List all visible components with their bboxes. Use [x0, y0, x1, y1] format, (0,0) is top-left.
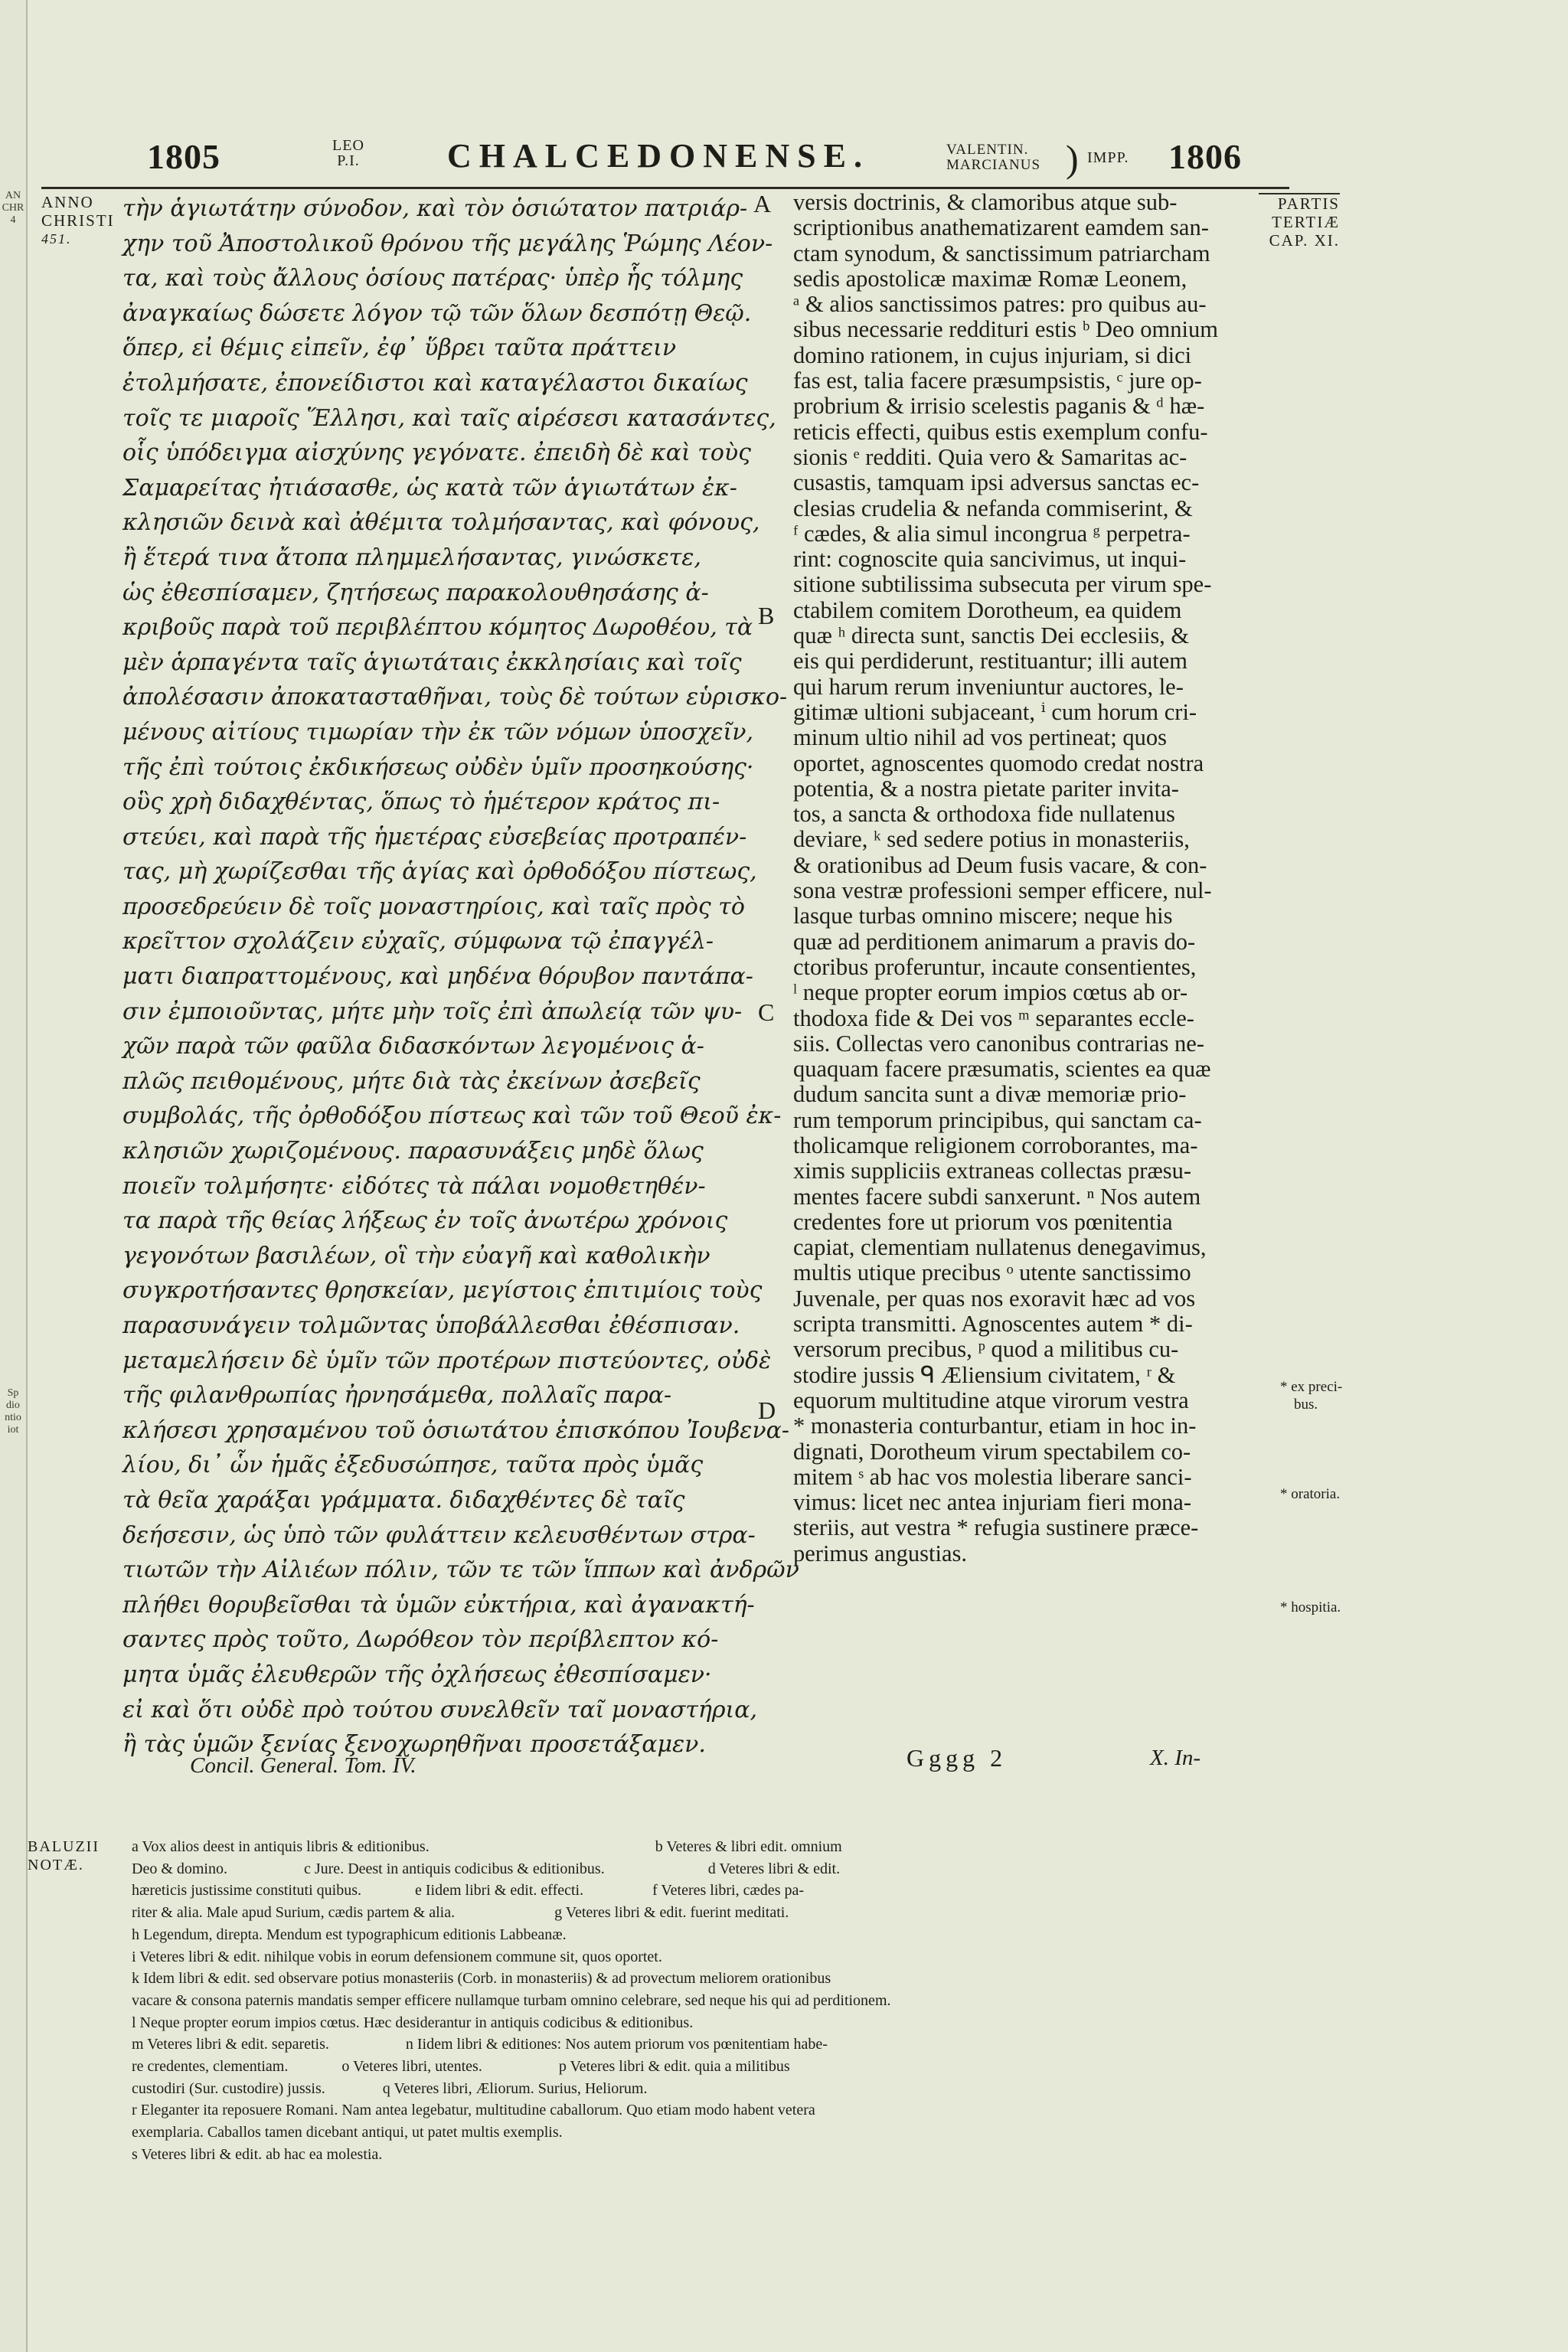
greek-line: τιωτῶν τὴν Αἰλιέων πόλιν, τῶν τε τῶν ἵππων καὶ ἀνδρῶν	[122, 1557, 799, 1584]
latin-line: quæ ʰ directa sunt, sanctis Dei ecclesiis, &	[793, 622, 1190, 649]
latin-line: deviare, ᵏ sed sedere potius in monasteriis,	[793, 826, 1190, 853]
note-line: re credentes, clementiam. o Veteres libri, utentes. p Veteres libri & edit. quia a militibus	[132, 2058, 790, 2076]
greek-line: τῆς φιλανθρωπίας ἠρνησάμεθα, πολλαῖς παρα-	[122, 1382, 672, 1410]
notes-label-line: NOTÆ.	[28, 1857, 84, 1873]
section-marker-d: D	[758, 1396, 776, 1424]
greek-line: κλησιῶν χωριζομένους. παρασυνάξεις μηδὲ ὅλως	[122, 1138, 704, 1165]
note-line: m Veteres libri & edit. separetis. n Iidem libri & editiones: Nos autem priorum vos pœnitentiam habe-	[132, 2036, 828, 2053]
latin-line: vimus: licet nec antea injuriam fieri mona-	[793, 1489, 1192, 1516]
latin-line: cusastis, tamquam ipsi adversus sanctas ec-	[793, 469, 1200, 496]
binding-gutter	[0, 0, 28, 2352]
section-marker-a: A	[753, 190, 772, 217]
margin-note-oratoria: * oratoria.	[1280, 1486, 1341, 1502]
latin-line: ctabilem comitem Dorotheum, ea quidem	[793, 596, 1182, 623]
greek-line: τὴν ἁγιωτάτην σύνοδον, καὶ τὸν ὁσιώτατον πατριάρ-	[122, 195, 748, 222]
latin-line: steriis, aut vestra * refugia sustinere præce-	[793, 1514, 1199, 1541]
latin-line: oportet, agnoscentes quomodo credat nostra	[793, 750, 1204, 776]
note-line: i Veteres libri & edit. nihilque vobis in eorum defensionem commune sit, quos oportet.	[132, 1948, 662, 1965]
greek-line: κλησιῶν δεινὰ καὶ ἀθέμιτα τολμήσαντας, καὶ φόνους,	[122, 509, 760, 537]
superscript-line: VALENTIN.	[946, 142, 1029, 158]
latin-line: clesias crudelia & nefanda commiserint, &	[793, 495, 1193, 521]
greek-line: παρασυνάγειν τολμῶντας ὑποβάλλεσθαι ἐθέσπισαν.	[122, 1312, 740, 1339]
gutter-line: AN	[5, 190, 21, 201]
latin-line: domino rationem, in cujus injuriam, si dici	[793, 341, 1192, 368]
greek-line: συμβολάς, τῆς ὀρθοδόξου πίστεως καὶ τῶν τοῦ Θεοῦ ἐκ-	[122, 1102, 782, 1130]
latin-line: rint: cognoscite quia sancivimus, ut inqui-	[793, 546, 1187, 573]
latin-line: mitem ˢ ab hac vos molestia liberare sanci-	[793, 1463, 1192, 1490]
note-line: Deo & domino. c Jure. Deest in antiquis codicibus & editionibus. d Veteres libri & edit.	[132, 1860, 841, 1877]
gutter-line: Sp	[7, 1387, 19, 1399]
margin-note-line: * ex preci-	[1280, 1379, 1343, 1395]
superscript-line: LEO	[332, 137, 364, 154]
margin-line: CHRISTI	[41, 211, 115, 230]
latin-line: sibus necessarie reddituri estis ᵇ Deo omnium	[793, 316, 1218, 343]
latin-line: fas est, talia facere præsumpsistis, ᶜ jure op-	[793, 368, 1202, 394]
gutter-line: dio	[6, 1400, 20, 1411]
margin-note-hospitia: * hospitia.	[1280, 1599, 1341, 1615]
margin-line: 451.	[41, 231, 72, 247]
superscript-line: MARCIANUS	[946, 157, 1041, 173]
catchword: X. In-	[1150, 1746, 1201, 1770]
greek-line: μητα ὑμᾶς ἐλευθερῶν τῆς ὀχλήσεως ἐθεσπίσαμεν·	[122, 1661, 712, 1688]
margin-line: ANNO	[41, 193, 94, 211]
greek-line: ματι διαπραττομένους, καὶ μηδένα θόρυβον παντάπα-	[122, 963, 753, 991]
margin-line: CAP. XI.	[1269, 231, 1340, 250]
greek-line: τα, καὶ τοὺς ἄλλους ὁσίους πατέρας· ὑπὲρ ἧς τόλμης	[122, 265, 743, 292]
margin-note-preces	[1280, 1378, 1342, 1413]
greek-line: ἀναγκαίως δώσετε λόγον τῷ τῶν ὅλων δεσπότῃ Θεῷ.	[122, 299, 752, 327]
greek-line: χην τοῦ Ἀποστολικοῦ θρόνου τῆς μεγάλης Ῥώμης Λέον-	[122, 230, 773, 257]
greek-line: σιν ἐμποιοῦντας, μήτε μὴν τοῖς ἐπὶ ἀπωλείᾳ τῶν ψυ-	[122, 998, 743, 1025]
note-line: vacare & consona paternis mandatis semper efficere nullamque turbam omnino celebrare, sed neque his qui ad perditionem.	[132, 1991, 891, 2009]
greek-line: οὓς χρὴ διδαχθέντας, ὅπως τὸ ἡμέτερον κράτος πι-	[122, 789, 720, 816]
gutter-line: ntio	[5, 1412, 21, 1423]
latin-line: perimus angustias.	[793, 1540, 968, 1566]
greek-line: τα παρὰ τῆς θείας λήξεως ἐν τοῖς ἀνωτέρω χρόνοις	[122, 1207, 728, 1235]
latin-line: versis doctrinis, & clamoribus atque sub-	[793, 189, 1178, 215]
latin-line: equorum multitudine atque virorum vestra	[793, 1387, 1189, 1413]
latin-line: eis qui perdiderunt, restituantur; illi autem	[793, 648, 1187, 675]
section-marker-b: B	[758, 602, 775, 629]
greek-line: ποιεῖν τολμήσητε· εἰδότες τὰ πάλαι νομοθετηθέν-	[122, 1172, 706, 1200]
latin-line: lasque turbas omnino miscere; neque his	[793, 903, 1173, 929]
book-page	[28, 0, 1568, 2352]
latin-line: & orationibus ad Deum fusis vacare, & con-	[793, 851, 1207, 878]
latin-text	[793, 190, 1283, 1566]
footer-volume: Concil. General. Tom. IV.	[190, 1753, 416, 1778]
margin-note-line: bus.	[1294, 1396, 1318, 1413]
latin-line: sona vestræ professioni semper efficere, nul-	[793, 877, 1212, 904]
greek-line: στεύει, καὶ παρὰ τῆς ἡμετέρας εὐσεβείας προτραπέν-	[122, 823, 747, 851]
gutter-mid-text	[0, 1387, 26, 1436]
gutter-line: iot	[7, 1424, 19, 1436]
latin-line: potentia, & a nostra pietate pariter invita-	[793, 775, 1179, 802]
latin-line: sionis ᵉ redditi. Quia vero & Samaritas ac-	[793, 443, 1187, 470]
note-line: custodiri (Sur. custodire) jussis. q Veteres libri, Æliorum. Surius, Heliorum.	[132, 2079, 648, 2097]
note-line: a Vox alios deest in antiquis libris & editionibus. b Veteres & libri edit. omnium	[132, 1838, 842, 1855]
notes-text	[132, 1836, 1280, 2166]
greek-line: δεήσεσιν, ὡς ὑπὸ τῶν φυλάττειν κελευσθέντων στρα-	[122, 1521, 756, 1549]
greek-line: ὅπερ, εἰ θέμις εἰπεῖν, ἐφ᾽ ὕβρει ταῦτα πράττειν	[122, 335, 677, 362]
greek-line: ὡς ἐθεσπίσαμεν, ζητήσεως παρακολουθησάσης ἀ-	[122, 579, 709, 606]
right-page-number: 1806	[1168, 137, 1242, 176]
baluze-notes	[132, 1836, 1280, 2166]
latin-line: ᶠ cædes, & alia simul incongrua ᵍ perpetra-	[793, 520, 1191, 547]
latin-line: probrium & irrisio scelestis paganis & ᵈ hæ-	[793, 393, 1205, 420]
note-line: riter & alia. Male apud Surium, cædis partem & alia. g Veteres libri & edit. fuerint meditati.	[132, 1904, 789, 1922]
latin-line: ˡ neque propter eorum impios cœtus ab or-	[793, 979, 1188, 1006]
margin-line: TERTIÆ	[1272, 213, 1340, 231]
note-line: l Neque propter eorum impios cœtus. Hæc desiderantur in antiquis codicibus & editionibus.	[132, 2014, 694, 2031]
latin-line: Juvenale, per quas nos exoravit hæc ad vos	[793, 1285, 1196, 1312]
note-line: s Veteres libri & edit. ab hac ea molestia.	[132, 2145, 383, 2163]
latin-line: versorum precibus, ᵖ quod a militibus cu-	[793, 1336, 1179, 1363]
latin-line: dudum sancita sunt a divæ memoriæ prio-	[793, 1081, 1187, 1108]
left-margin-date	[41, 193, 115, 248]
latin-line: minum ultio nihil ad vos pertineat; quos	[793, 724, 1167, 751]
greek-line: τὰ θεῖα χαράξαι γράμματα. διδαχθέντες δὲ ταῖς	[122, 1486, 685, 1514]
greek-line: τας, μὴ χωρίζεσθαι τῆς ἁγίας καὶ ὀρθοδόξου πίστεως,	[122, 858, 757, 886]
latin-line: stodire jussis ᑫ Æliensium civitatem, ʳ &	[793, 1361, 1176, 1388]
section-marker-c: C	[758, 998, 775, 1026]
greek-line: πλήθει θορυβεῖσθαι τὰ ὑμῶν εὐκτήρια, καὶ ἀγανακτή-	[122, 1591, 755, 1619]
latin-line: thodoxa fide & Dei vos ᵐ separantes eccle-	[793, 1004, 1194, 1031]
latin-line: tos, a sancta & orthodoxa fide nullatenus	[793, 801, 1175, 828]
latin-column	[793, 190, 1283, 1566]
greek-line: κλήσεσι χρησαμένου τοῦ ὁσιωτάτου ἐπισκόπου Ἰουβενα-	[122, 1416, 790, 1444]
note-line: k Idem libri & edit. sed observare potius monasteriis (Corb. in monasteriis) & ad provectum meliorem orationibus	[132, 1970, 831, 1988]
greek-line: οἷς ὑπόδειγμα αἰσχύνης γεγόνατε. ἐπειδὴ δὲ καὶ τοὺς	[122, 439, 751, 467]
greek-line: τῆς ἐπὶ τούτοις ἐκδικήσεως οὐδὲν ὑμῖν προσηκούσης·	[122, 753, 754, 781]
gutter-line: CHR	[2, 202, 24, 214]
greek-line: πλῶς πειθομένους, μήτε διὰ τὰς ἐκείνων ἀσεβεῖς	[122, 1067, 701, 1095]
greek-line: κρεῖττον σχολάζειν εὐχαῖς, σύμφωνα τῷ ἐπαγγέλ-	[122, 928, 714, 956]
latin-line: quæ ad perditionem animarum a pravis do-	[793, 928, 1196, 955]
latin-line: quaquam facere præsumatis, scientes ea quæ	[793, 1056, 1211, 1083]
greek-line: ἀπολέσασιν ἀποκατασταθῆναι, τοὺς δὲ τούτων εὑρισκο-	[122, 684, 788, 711]
latin-line: * monasteria conturbantur, etiam in hoc in-	[793, 1413, 1197, 1439]
gutter-line: 4	[10, 214, 16, 226]
brace-icon: )	[1066, 137, 1079, 180]
greek-line: ἢ τὰς ὑμῶν ξενίας ξενοχωρηθῆναι προσετάξαμεν.	[122, 1731, 706, 1759]
greek-line: συγκροτήσαντες θρησκείαν, μεγίστοις ἐπιτιμίοις τοὺς	[122, 1277, 763, 1305]
superscript-line: P.I.	[337, 152, 360, 169]
right-header-superscript	[946, 142, 1040, 173]
greek-line: λίου, δι᾽ ὧν ἡμᾶς ἐξεδυσώπησε, ταῦτα πρὸς ὑμᾶς	[122, 1452, 704, 1479]
greek-line: εἰ καὶ ὅτι οὐδὲ πρὸ τούτου συνελθεῖν ταῖ μοναστήρια,	[122, 1696, 758, 1723]
notes-label-line: BALUZII	[28, 1838, 100, 1855]
latin-line: credentes fore ut priorum vos pœnitentia	[793, 1208, 1173, 1235]
latin-line: gitimæ ultioni subjaceant, ⁱ cum horum cri-	[793, 698, 1197, 725]
latin-line: ctoribus proferuntur, incaute consentientes,	[793, 953, 1197, 980]
gutter-top-text	[0, 190, 26, 227]
latin-line: multis utique precibus ᵒ utente sanctissimo	[793, 1259, 1191, 1286]
greek-line: ἢ ἕτερά τινα ἄτοπα πλημμελήσαντας, γινώσκετε,	[122, 544, 701, 571]
greek-line: ἐτολμήσατε, ἐπονείδιστοι καὶ καταγέλαστοι δικαίως	[122, 369, 748, 397]
latin-line: reticis effecti, quibus estis exemplum confu-	[793, 418, 1208, 445]
latin-line: siis. Collectas vero canonibus contrarias ne-	[793, 1030, 1204, 1057]
signature-mark: Gggg 2	[906, 1744, 1008, 1772]
impp-label: IMPP.	[1087, 149, 1129, 166]
greek-line: μένους αἰτίους τιμωρίαν τὴν ἐκ τῶν νόμων ὑποσχεῖν,	[122, 718, 754, 746]
greek-line: σαντες πρὸς τοῦτο, Δωρόθεον τὸν περίβλεπτον κό-	[122, 1626, 719, 1654]
latin-line: capiat, clementiam nullatenus denegavimus,	[793, 1234, 1207, 1261]
latin-line: scriptionibus anathematizarent eamdem san-	[793, 214, 1209, 241]
latin-line: dignati, Dorotheum virum spectabilem co-	[793, 1438, 1191, 1465]
latin-line: tholicamque religionem corroborantes, ma-	[793, 1132, 1198, 1158]
latin-line: mentes facere subdi sanxerunt. ⁿ Nos autem	[793, 1183, 1201, 1210]
latin-line: scripta transmitti. Agnoscentes autem * di-	[793, 1311, 1193, 1338]
margin-line: PARTIS	[1259, 193, 1340, 213]
latin-line: ximis suppliciis extraneas collectas præsu-	[793, 1158, 1192, 1184]
latin-line: rum temporum principibus, qui sanctam ca-	[793, 1106, 1202, 1133]
note-line: hæreticis justissime constituti quibus. e Iidem libri & edit. effecti. f Veteres libri, cædes pa-	[132, 1882, 805, 1900]
latin-line: sitione subtilissima subsecuta per virum spe-	[793, 571, 1212, 598]
latin-line: qui harum rerum inveniuntur auctores, le-	[793, 673, 1184, 700]
latin-line: ctam synodum, & sanctissimum patriarcham	[793, 240, 1210, 266]
left-page-number: 1805	[147, 137, 220, 176]
greek-line: προσεδρεύειν δὲ τοῖς μοναστηρίοις, καὶ ταῖς πρὸς τὸ	[122, 893, 745, 920]
greek-line: χῶν παρὰ τῶν φαῦλα διδασκόντων λεγομένοις ἁ-	[122, 1033, 704, 1060]
left-header-superscript	[322, 138, 375, 168]
note-line: r Eleganter ita reposuere Romani. Nam antea legebatur, multitudine caballorum. Quo etiam modo habent vetera	[132, 2102, 815, 2119]
greek-line: μὲν ἁρπαγέντα ταῖς ἁγιωτάταις ἐκκλησίαις καὶ τοῖς	[122, 648, 742, 676]
greek-text	[122, 191, 799, 1762]
running-title: CHALCEDONENSE.	[447, 137, 870, 175]
note-line: exemplaria. Caballos tamen dicebant antiqui, ut patet multis exemplis.	[132, 2124, 563, 2141]
note-line: h Legendum, direpta. Mendum est typographicum editionis Labbeanæ.	[132, 1926, 567, 1943]
latin-line: ᵃ & alios sanctissimos patres: pro quibus au-	[793, 291, 1207, 318]
notes-label	[28, 1838, 100, 1874]
latin-line: sedis apostolicæ maximæ Romæ Leonem,	[793, 265, 1187, 292]
greek-line: κριβοῦς παρὰ τοῦ περιβλέπτου κόμητος Δωροθέου, τὰ	[122, 614, 753, 642]
greek-line: Σαμαρείτας ἠτιάσασθε, ὡς κατὰ τῶν ἁγιωτάτων ἐκ-	[122, 474, 737, 501]
greek-line: τοῖς τε μιαροῖς Ἕλλησι, καὶ ταῖς αἱρέσεσι κατασάντες,	[122, 404, 776, 432]
greek-line: γεγονότων βασιλέων, οἳ τὴν εὐαγῆ καὶ καθολικὴν	[122, 1242, 710, 1269]
greek-line: μεταμελήσειν δὲ ὑμῖν τῶν προτέρων πιστεύοντες, οὐδὲ	[122, 1347, 772, 1374]
greek-column	[122, 191, 799, 1762]
